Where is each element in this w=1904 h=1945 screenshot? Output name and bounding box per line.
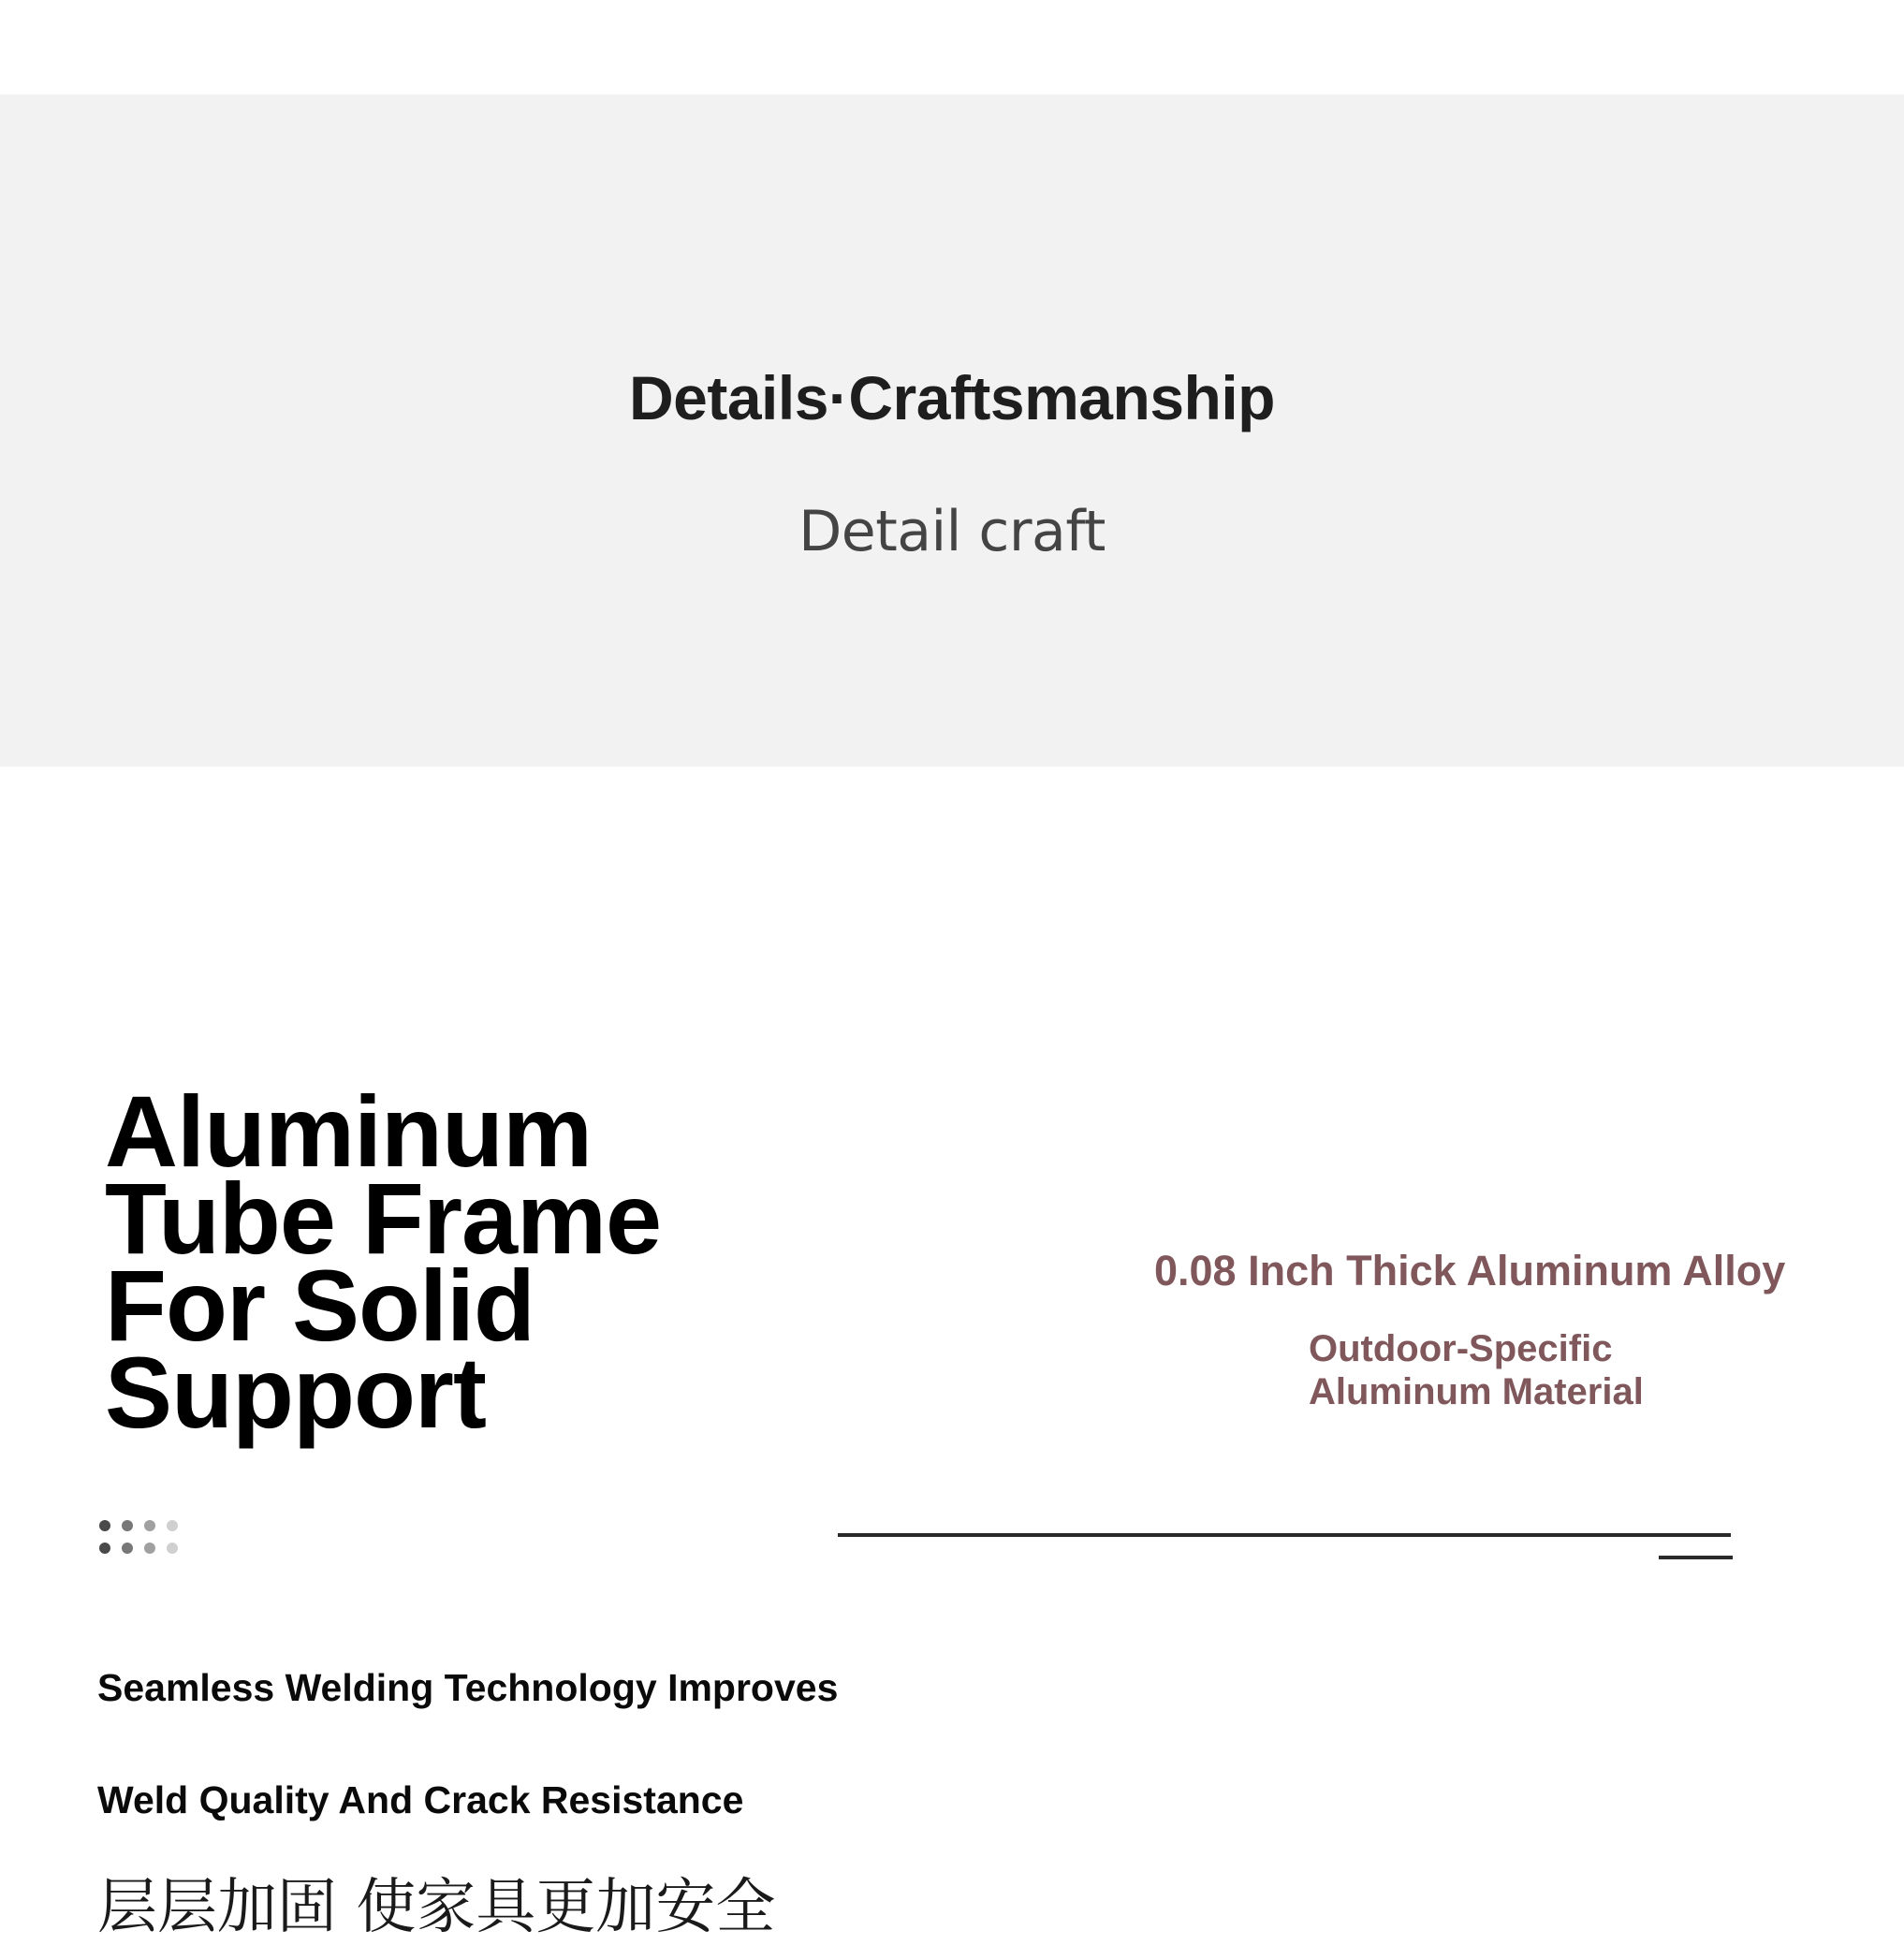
spec-subtitle-line: Aluminum Material	[1309, 1371, 1644, 1412]
feature-headline-line: Support	[105, 1336, 486, 1449]
section-subtitle: Detail craft	[798, 499, 1106, 564]
spec-subtitle	[1309, 1327, 1644, 1413]
feature-body-line: Seamless Welding Technology Improves	[97, 1666, 839, 1709]
section-title: Details·Craftsmanship	[628, 363, 1275, 432]
feature-headline-line: Tube Frame	[105, 1162, 662, 1275]
feature-headline-line: For Solid	[105, 1249, 535, 1362]
double-line-divider-icon	[838, 1526, 1736, 1563]
feature-headline-line: Aluminum	[105, 1075, 592, 1188]
spec-subtitle-line: Outdoor-Specific	[1309, 1328, 1613, 1369]
dot-grid-icon	[97, 1518, 182, 1556]
feature-body-line: Weld Quality And Crack Resistance	[97, 1778, 744, 1821]
feature-headline	[105, 1075, 741, 1449]
spec-title: 0.08 Inch Thick Aluminum Alloy	[1154, 1247, 1786, 1294]
chinese-caption: 层层加固 使家具更加安全	[97, 1873, 776, 1942]
